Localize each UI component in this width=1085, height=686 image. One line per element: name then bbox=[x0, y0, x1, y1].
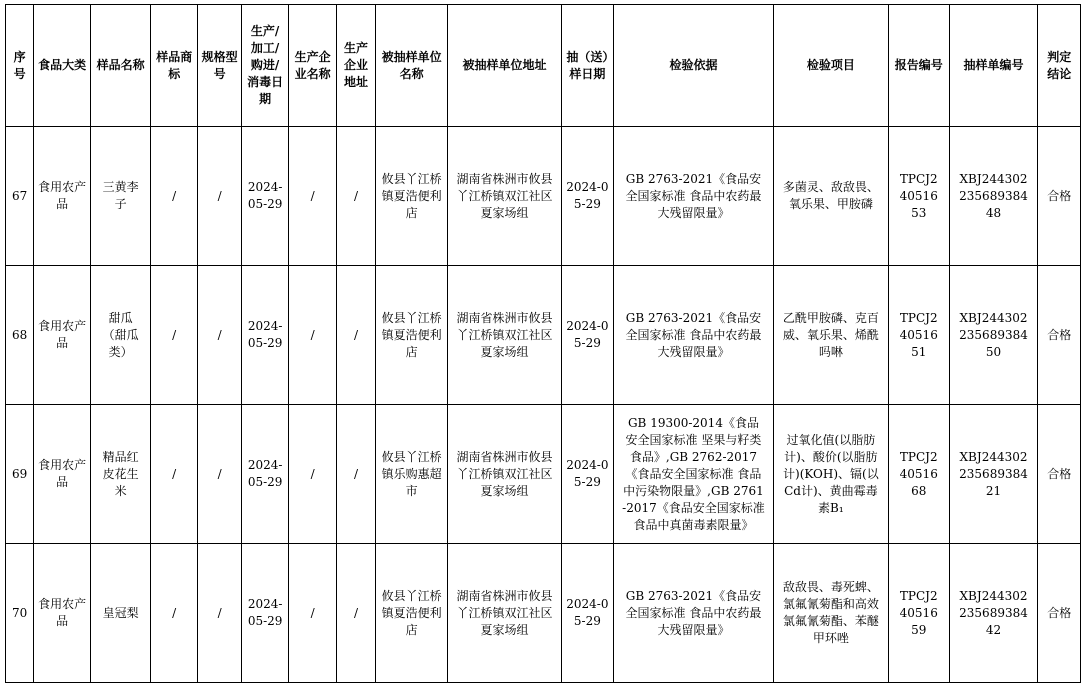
header-cell: 规格型号 bbox=[197, 5, 241, 127]
header-cell: 检验依据 bbox=[614, 5, 774, 127]
cell-test-basis: GB 2763-2021《食品安全国家标准 食品中农药最大残留限量》 bbox=[614, 544, 774, 683]
table-row bbox=[6, 544, 1081, 683]
cell-brand: / bbox=[151, 405, 197, 544]
cell-spec: / bbox=[197, 127, 241, 266]
cell-producer-address: / bbox=[337, 405, 375, 544]
cell-producer: / bbox=[288, 266, 336, 405]
cell-brand: / bbox=[151, 544, 197, 683]
cell-sheet-number: XBJ24430223568938442 bbox=[949, 544, 1038, 683]
header-cell: 被抽样单位名称 bbox=[375, 5, 448, 127]
cell-test-items: 过氧化值(以脂肪计)、酸价(以脂肪计)(KOH)、镉(以Cd计)、黄曲霉毒素B₁ bbox=[773, 405, 888, 544]
cell-sample-name: 三黄李子 bbox=[90, 127, 151, 266]
cell-sampling-date: 2024-05-29 bbox=[561, 266, 614, 405]
header-cell: 检验项目 bbox=[773, 5, 888, 127]
header-cell: 生产/加工/购进/消毒日期 bbox=[242, 5, 288, 127]
cell-producer: / bbox=[288, 544, 336, 683]
cell-sampled-unit: 攸县丫江桥镇夏浩便利店 bbox=[375, 127, 448, 266]
cell-test-basis: GB 2763-2021《食品安全国家标准 食品中农药最大残留限量》 bbox=[614, 127, 774, 266]
cell-result: 合格 bbox=[1038, 127, 1081, 266]
cell-sampled-unit-address: 湖南省株洲市攸县丫江桥镇双江社区夏家场组 bbox=[448, 266, 561, 405]
cell-sampled-unit: 攸县丫江桥镇乐购惠超市 bbox=[375, 405, 448, 544]
header-cell: 样品名称 bbox=[90, 5, 151, 127]
table-body bbox=[6, 127, 1081, 683]
cell-sampled-unit-address: 湖南省株洲市攸县丫江桥镇双江社区夏家场组 bbox=[448, 127, 561, 266]
cell-report-number: TPCJ24051653 bbox=[888, 127, 949, 266]
cell-brand: / bbox=[151, 127, 197, 266]
cell-category: 食用农产品 bbox=[34, 405, 91, 544]
cell-producer-address: / bbox=[337, 266, 375, 405]
header-row bbox=[6, 5, 1081, 127]
cell-test-items: 乙酰甲胺磷、克百威、氧乐果、烯酰吗啉 bbox=[773, 266, 888, 405]
header-cell: 生产企业名称 bbox=[288, 5, 336, 127]
cell-brand: / bbox=[151, 266, 197, 405]
cell-sampling-date: 2024-05-29 bbox=[561, 127, 614, 266]
cell-category: 食用农产品 bbox=[34, 544, 91, 683]
cell-sampled-unit-address: 湖南省株洲市攸县丫江桥镇双江社区夏家场组 bbox=[448, 405, 561, 544]
header-cell: 食品大类 bbox=[34, 5, 91, 127]
table-row bbox=[6, 266, 1081, 405]
cell-sampling-date: 2024-05-29 bbox=[561, 405, 614, 544]
cell-no: 67 bbox=[6, 127, 34, 266]
cell-test-basis: GB 2763-2021《食品安全国家标准 食品中农药最大残留限量》 bbox=[614, 266, 774, 405]
header-cell: 抽（送）样日期 bbox=[561, 5, 614, 127]
cell-sample-name: 皇冠梨 bbox=[90, 544, 151, 683]
header-cell: 序号 bbox=[6, 5, 34, 127]
cell-spec: / bbox=[197, 405, 241, 544]
cell-sample-name: 甜瓜（甜瓜类） bbox=[90, 266, 151, 405]
cell-production-date: 2024-05-29 bbox=[242, 405, 288, 544]
cell-result: 合格 bbox=[1038, 544, 1081, 683]
cell-no: 70 bbox=[6, 544, 34, 683]
header-cell: 报告编号 bbox=[888, 5, 949, 127]
inspection-results-table bbox=[5, 4, 1081, 683]
cell-report-number: TPCJ24051651 bbox=[888, 266, 949, 405]
cell-production-date: 2024-05-29 bbox=[242, 544, 288, 683]
cell-sheet-number: XBJ24430223568938448 bbox=[949, 127, 1038, 266]
cell-producer: / bbox=[288, 127, 336, 266]
cell-report-number: TPCJ24051659 bbox=[888, 544, 949, 683]
cell-test-items: 多菌灵、敌敌畏、氧乐果、甲胺磷 bbox=[773, 127, 888, 266]
cell-production-date: 2024-05-29 bbox=[242, 127, 288, 266]
cell-test-items: 敌敌畏、毒死蜱、氯氟氰菊酯和高效氯氟氰菊酯、苯醚甲环唑 bbox=[773, 544, 888, 683]
cell-producer-address: / bbox=[337, 127, 375, 266]
table-header bbox=[6, 5, 1081, 127]
cell-sampled-unit: 攸县丫江桥镇夏浩便利店 bbox=[375, 544, 448, 683]
table-row bbox=[6, 127, 1081, 266]
header-cell: 抽样单编号 bbox=[949, 5, 1038, 127]
cell-result: 合格 bbox=[1038, 405, 1081, 544]
cell-producer: / bbox=[288, 405, 336, 544]
header-cell: 生产企业地址 bbox=[337, 5, 375, 127]
header-cell: 被抽样单位地址 bbox=[448, 5, 561, 127]
cell-sample-name: 精品红皮花生米 bbox=[90, 405, 151, 544]
cell-no: 69 bbox=[6, 405, 34, 544]
cell-test-basis: GB 19300-2014《食品安全国家标准 坚果与籽类食品》,GB 2762-2017《食品安全国家标准 食品中污染物限量》,GB 2761-2017《食品安全国家标准 食品中真菌毒素限量》 bbox=[614, 405, 774, 544]
cell-sheet-number: XBJ24430223568938421 bbox=[949, 405, 1038, 544]
cell-no: 68 bbox=[6, 266, 34, 405]
cell-production-date: 2024-05-29 bbox=[242, 266, 288, 405]
cell-category: 食用农产品 bbox=[34, 127, 91, 266]
cell-producer-address: / bbox=[337, 544, 375, 683]
cell-sheet-number: XBJ24430223568938450 bbox=[949, 266, 1038, 405]
cell-result: 合格 bbox=[1038, 266, 1081, 405]
cell-sampling-date: 2024-05-29 bbox=[561, 544, 614, 683]
header-cell: 样品商标 bbox=[151, 5, 197, 127]
cell-category: 食用农产品 bbox=[34, 266, 91, 405]
cell-report-number: TPCJ24051668 bbox=[888, 405, 949, 544]
header-cell: 判定结论 bbox=[1038, 5, 1081, 127]
cell-sampled-unit-address: 湖南省株洲市攸县丫江桥镇双江社区夏家场组 bbox=[448, 544, 561, 683]
cell-sampled-unit: 攸县丫江桥镇夏浩便利店 bbox=[375, 266, 448, 405]
table-row bbox=[6, 405, 1081, 544]
cell-spec: / bbox=[197, 544, 241, 683]
cell-spec: / bbox=[197, 266, 241, 405]
